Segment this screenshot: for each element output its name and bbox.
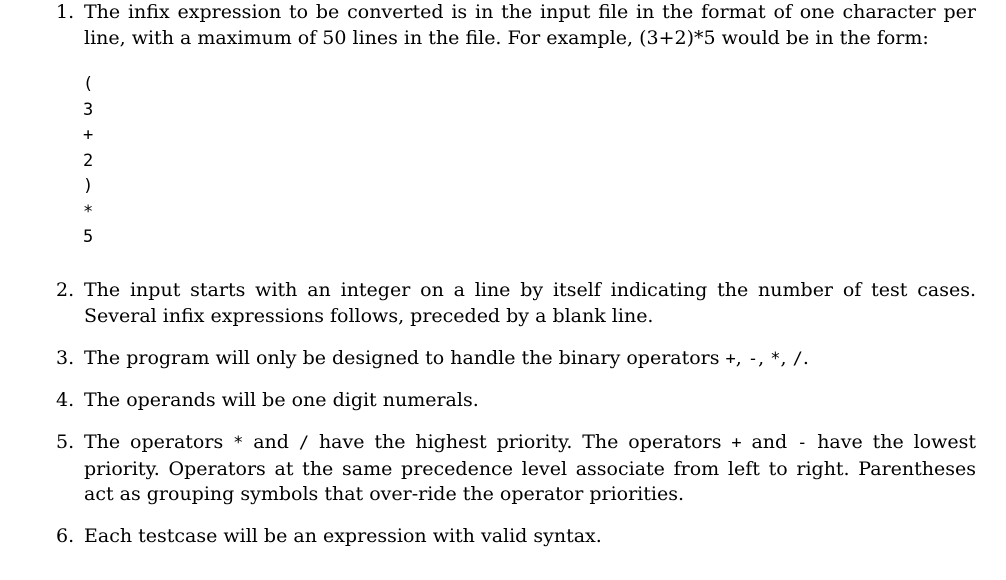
code-line: +	[83, 125, 94, 145]
item-text: The operands will be one digit numerals.	[84, 389, 479, 411]
list-item-1	[56, 0, 976, 51]
code-line: 5	[83, 227, 94, 247]
operator-divide: /	[792, 349, 803, 369]
text-segment: and	[741, 431, 798, 453]
operator-minus: -	[747, 349, 759, 369]
code-line: )	[83, 176, 94, 196]
item-number: 6.	[56, 525, 75, 547]
text-segment: and	[243, 431, 299, 453]
code-line: 3	[83, 99, 94, 120]
item-text: The infix expression to be converted is in the input file in the format of one character per line, with a maximum of 50 lines in the file. For example, (3+2)*5 would be in the form:	[84, 1, 976, 49]
list-item-2	[56, 278, 976, 329]
item-number: 3.	[56, 347, 75, 369]
example-code-block	[83, 72, 93, 251]
list-item-6	[56, 524, 976, 550]
list-item-5	[56, 430, 976, 508]
text-segment: ,	[758, 347, 771, 369]
operator-multiply: *	[233, 433, 244, 453]
list-item-4	[56, 388, 976, 414]
item-number: 4.	[56, 389, 75, 411]
text-segment: The program will only be designed to handle the binary operators	[84, 347, 726, 369]
code-line: 2	[83, 150, 94, 171]
item-number: 2.	[56, 279, 75, 301]
code-line: (	[83, 74, 94, 94]
text-segment: ,	[780, 347, 793, 369]
operator-minus: -	[797, 433, 808, 453]
list-item-3	[56, 346, 976, 373]
operator-multiply: *	[770, 349, 781, 369]
item-text: Each testcase will be an expression with valid syntax.	[84, 525, 602, 547]
item-text	[84, 346, 976, 373]
operator-plus: +	[731, 433, 742, 453]
item-number: 1.	[56, 1, 75, 23]
operator-plus: +	[725, 349, 736, 369]
text-segment: ,	[735, 347, 748, 369]
code-line: *	[83, 201, 94, 222]
operator-divide: /	[298, 433, 310, 453]
text-segment: The operators	[84, 431, 234, 453]
text-segment: .	[802, 347, 809, 369]
item-text: The input starts with an integer on a line by itself indicating the number of test cases. Several infix expressions follows, preceded by a blank line.	[84, 279, 976, 327]
item-text	[84, 430, 976, 508]
text-segment: have the lowest priority. Operators at the same precedence level associate from left to right. Parentheses act as grouping symbols that over-ride the operator priorities.	[84, 431, 977, 505]
text-segment: have the highest priority. The operators	[309, 431, 732, 453]
item-number: 5.	[56, 431, 75, 453]
